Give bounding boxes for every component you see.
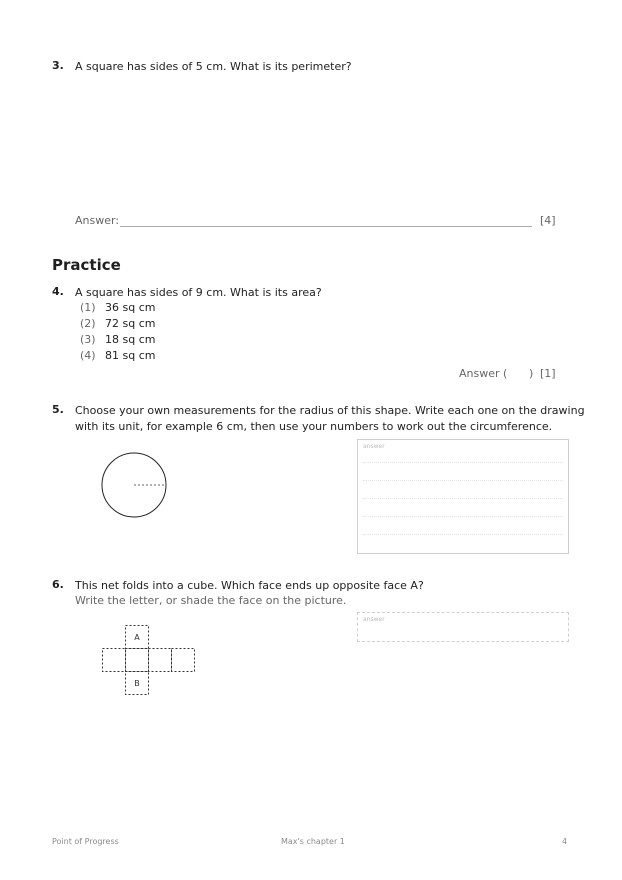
q3-number: 3. xyxy=(52,59,64,72)
q5-box-label: answer xyxy=(363,443,385,450)
q5-text-line2: with its unit, for example 6 cm, then use your numbers to work out the circumference. xyxy=(75,420,553,433)
q4-text: A square has sides of 9 cm. What is its area? xyxy=(75,286,322,299)
answer-rule xyxy=(363,516,563,517)
cube-net-diagram xyxy=(100,624,200,698)
q4-marks: [1] xyxy=(540,367,556,380)
q4-option[interactable] xyxy=(80,348,155,364)
q5-text-line1: Choose your own measurements for the radius of this shape. Write each one on the drawing xyxy=(75,404,585,417)
option-label: 18 sq cm xyxy=(105,333,156,346)
q4-close-paren: ) xyxy=(529,367,534,380)
q4-number: 4. xyxy=(52,285,64,298)
option-label: 36 sq cm xyxy=(105,301,156,314)
q4-open-paren: ( xyxy=(503,367,508,380)
option-number: (2) xyxy=(80,317,96,330)
face-right[interactable] xyxy=(149,649,172,672)
q4-answer-field[interactable] xyxy=(510,367,528,380)
face-b-label: B xyxy=(134,679,140,688)
option-label: 72 sq cm xyxy=(105,317,156,330)
face-far-right[interactable] xyxy=(172,649,195,672)
face-center[interactable] xyxy=(126,649,149,672)
q3-marks: [4] xyxy=(540,214,556,227)
circle-diagram[interactable] xyxy=(98,451,170,523)
q3-answer-line[interactable] xyxy=(120,226,532,227)
face-left[interactable] xyxy=(103,649,126,672)
answer-rule xyxy=(363,498,563,499)
q4-answer-label: Answer xyxy=(459,367,500,380)
footer-center: Max's chapter 1 xyxy=(281,837,345,846)
option-number: (1) xyxy=(80,301,96,314)
answer-rule xyxy=(363,534,563,535)
q6-subtext: Write the letter, or shade the face on the picture. xyxy=(75,594,347,607)
q3-answer-label: Answer: xyxy=(75,214,120,227)
page-number: 4 xyxy=(562,837,568,846)
q3-text: A square has sides of 5 cm. What is its perimeter? xyxy=(75,60,352,73)
q6-number: 6. xyxy=(52,578,64,591)
q6-text: This net folds into a cube. Which face ends up opposite face A? xyxy=(75,579,424,592)
q6-box-label: answer xyxy=(363,616,385,623)
footer-left: Point of Progress xyxy=(52,837,119,846)
section-heading: Practice xyxy=(52,256,121,274)
q5-number: 5. xyxy=(52,403,64,416)
option-label: 81 sq cm xyxy=(105,349,156,362)
answer-rule xyxy=(363,462,563,463)
answer-rule xyxy=(363,480,563,481)
option-number: (3) xyxy=(80,333,96,346)
q4-option[interactable] xyxy=(80,316,155,332)
option-number: (4) xyxy=(80,349,96,362)
q6-answer-box[interactable] xyxy=(357,612,569,642)
q4-option[interactable] xyxy=(80,300,155,316)
q4-option[interactable] xyxy=(80,332,155,348)
q5-answer-box[interactable] xyxy=(357,439,569,554)
q4-options xyxy=(80,300,155,364)
face-a-label: A xyxy=(134,633,140,642)
